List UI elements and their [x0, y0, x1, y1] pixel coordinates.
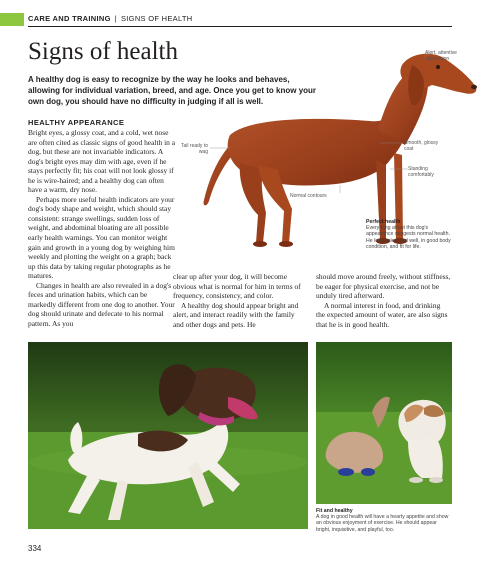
- body-column-2: [173, 272, 303, 329]
- subsection-name: SIGNS OF HEALTH: [121, 14, 193, 23]
- paragraph: should move around freely, without stiffness, be eager for physical exercise, and not be unduly tired afterward.: [316, 272, 451, 301]
- caption-text: A dog in good health will have a hearty appetite and show an obvious enjoyment of exercise. He should appear bright, inquisitive, and playful, too.: [316, 514, 449, 533]
- callout-coat: Smooth, glossy coat: [404, 140, 439, 152]
- callout-standing: Standing comfortably: [408, 166, 434, 178]
- caption-title: Fit and healthy: [316, 508, 353, 514]
- intro-paragraph: A healthy dog is easy to recognize by the way he looks and behaves, allowing for individual variation, breed, and age. Once you get to know your own dog, you should have no difficulty in judging if all is well.: [28, 75, 317, 107]
- header-separator: |: [114, 14, 117, 23]
- body-column-3: [316, 272, 451, 329]
- caption-title: Perfect health: [366, 219, 401, 225]
- paragraph: clear up after your dog, it will become obvious what is normal for him in terms of frequency, consistency, and color.: [173, 272, 301, 301]
- playing-puppies-photo: [316, 342, 452, 504]
- header-rule: [28, 26, 452, 27]
- callout-alert-expression: Alert, attentive expression: [425, 50, 457, 62]
- paragraph: Bright eyes, a glossy coat, and a cold, wet nose are often cited as classic signs of good health in a dog, but these are not invariable indicators. A dog's bright eyes may dim with age, even if he stays perfectly fit; his coat will not look glossy if he is wire-haired; and a healthy dog can often have a warm, dry nose.: [28, 128, 176, 195]
- running-spaniel-photo: [28, 342, 308, 529]
- running-header: [28, 14, 192, 23]
- page-title: Signs of health: [28, 38, 178, 65]
- caption-perfect-health: [366, 219, 454, 250]
- section-name: CARE AND TRAINING: [28, 14, 111, 23]
- section-color-tab: [0, 13, 24, 26]
- callout-contours: Normal contours: [290, 193, 327, 199]
- body-column-1: [28, 128, 176, 328]
- page-number: 334: [28, 544, 42, 553]
- paragraph: Perhaps more useful health indicators are your dog's body shape and weight, which should stay consistent: strange swellings, sudden loss of weight, and abdominal bloating are all possible early health warnings. You can monitor weight gain and growth in a young dog by weighing him weekly and plotting the weight on a graph; back up this data by taking regular photographs as he matures.: [28, 194, 175, 281]
- paragraph: Changes in health are also revealed in a dog's feces and urination habits, which can be markedly different from one dog to another. Your dog should urinate and defecate to his normal pattern. As you: [28, 280, 175, 328]
- paragraph: A normal interest in food, and drinking the expected amount of water, are also signs that he is in good health.: [316, 300, 448, 329]
- callout-tail: Tail ready to wag: [181, 143, 208, 155]
- caption-text: Everything about this dog's appearance suggests normal health. He looks alert and well, in good body condition, and fit for life.: [366, 225, 451, 250]
- caption-fit-healthy: [316, 508, 452, 533]
- paragraph: A healthy dog should appear bright and alert, and interact readily with the family and other dogs and pets. He: [173, 300, 299, 329]
- section-subheading: HEALTHY APPEARANCE: [28, 118, 125, 127]
